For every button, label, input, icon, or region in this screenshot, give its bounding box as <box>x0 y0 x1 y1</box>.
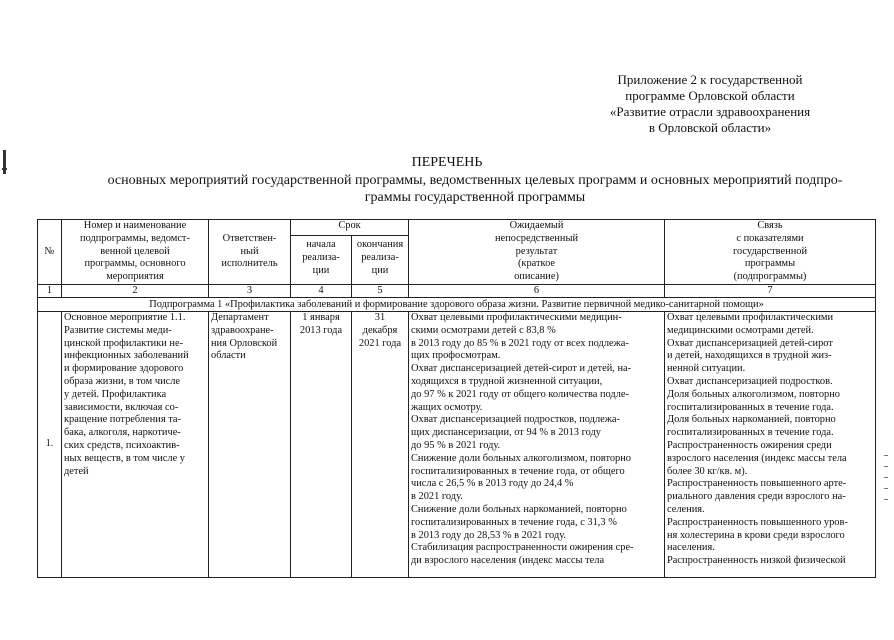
document-subtitle <box>80 172 870 206</box>
appendix-line: программе Орловской области <box>625 88 795 103</box>
header-line: исполнитель <box>221 258 278 270</box>
text-line: цинской профилактики не- <box>64 337 184 349</box>
text-line: Стабилизация распространенности ожирения сре- <box>411 542 634 554</box>
row-executor <box>209 311 291 577</box>
text-line: 2021 года <box>358 337 402 349</box>
text-line: детей <box>64 465 89 477</box>
header-line: подпрограммы, ведомст- <box>80 232 190 244</box>
header-line: реализа- <box>361 251 399 263</box>
header-line: с показателями <box>736 232 804 244</box>
text-line: госпитализированных в течение года, от общего <box>411 465 625 477</box>
text-line: здравоохране- <box>211 324 274 336</box>
document-title: ПЕРЕЧЕНЬ <box>411 155 483 170</box>
text-line: Распространенность ожирения среди <box>667 439 832 451</box>
column-number: 7 <box>665 284 876 297</box>
text-line: щих профосмотрам. <box>411 350 501 362</box>
text-line: области <box>211 350 246 362</box>
text-line: риального давления среди взрослого на- <box>667 491 846 503</box>
text-line: Доля больных алкоголизмом, повторно <box>667 388 840 400</box>
text-line: Основное мероприятие 1.1. <box>64 311 186 323</box>
text-line: в 2013 году до 28,53 % в 2021 году. <box>411 529 566 541</box>
text-line: Департамент <box>211 311 269 323</box>
header-line: непосредственный <box>494 232 579 244</box>
text-line: более 30 кг/кв. м). <box>667 465 748 477</box>
text-line: бака, алкоголя, наркотиче- <box>64 427 181 439</box>
header-link <box>665 220 876 285</box>
header-line: программы, основного <box>84 258 186 270</box>
header-line: венной целевой <box>100 245 170 257</box>
table-row <box>38 311 876 577</box>
subtitle-line: основных мероприятий государственной программы, ведомственных целевых программ и основных мероприятий подпро- <box>107 173 843 188</box>
text-line: Развитие системы меди- <box>64 324 172 336</box>
header-line: начала <box>306 238 336 250</box>
header-line: ции <box>371 264 389 276</box>
text-line: и формирование здорового <box>64 363 184 375</box>
header-line: Ответствен- <box>222 232 277 244</box>
row-measure-name <box>62 311 209 577</box>
text-line: 2013 года <box>299 324 343 336</box>
header-line: мероприятия <box>106 271 164 283</box>
text-line: ных веществ, в том числе у <box>64 452 185 464</box>
column-number-row <box>38 284 876 297</box>
appendix-line: в Орловской области» <box>648 120 772 135</box>
text-line: щих диспансеризации, от 94 % в 2013 году <box>411 427 601 439</box>
header-start <box>291 235 352 284</box>
text-line: Охват диспансеризацией подростков. <box>667 375 833 387</box>
text-line: ния Орловской <box>211 337 278 349</box>
row-start-date <box>291 311 352 577</box>
header-line: (подпрограммы) <box>733 271 807 283</box>
text-line: 31 <box>374 311 386 323</box>
text-line: 1 января <box>302 311 340 323</box>
text-line: ненной ситуации. <box>667 363 746 375</box>
scan-specks <box>884 455 890 510</box>
text-line: селения. <box>667 503 705 515</box>
text-line: жащих осмотру. <box>411 401 483 413</box>
text-line: в 2021 году. <box>411 491 463 503</box>
text-line: до 95 % в 2021 году. <box>411 439 501 451</box>
header-result <box>409 220 665 285</box>
subprogram-row <box>38 297 876 311</box>
header-term: Срок <box>291 220 409 236</box>
text-line: зависимости, включая со- <box>64 401 179 413</box>
column-number: 5 <box>352 284 409 297</box>
header-executor <box>209 220 291 285</box>
text-line: Охват целевыми профилактическими <box>667 311 834 323</box>
row-end-date <box>352 311 409 577</box>
text-line: ских средств, психоактив- <box>64 439 180 451</box>
text-line: образа жизни, в том числе <box>64 375 181 387</box>
header-line: описание) <box>514 271 559 283</box>
header-line: результат <box>515 245 558 257</box>
subprogram-title: Подпрограмма 1 «Профилактика заболеваний и формирование здорового образа жизни. Развитие первичной медико-санитарной помощи» <box>38 297 876 311</box>
header-line: (краткое <box>517 258 556 270</box>
text-line: скими осмотрами детей с 83,8 % <box>411 324 556 336</box>
text-line: госпитализированных в течение года. <box>667 401 834 413</box>
text-line: медицинскими осмотрами детей. <box>667 324 814 336</box>
header-line: государственной <box>732 245 808 257</box>
text-line: Доля больных наркоманией, повторно <box>667 414 836 426</box>
subtitle-line: граммы государственной программы <box>364 190 586 205</box>
header-line: ции <box>312 264 330 276</box>
header-line: Номер и наименование <box>83 220 187 231</box>
header-num: № <box>38 220 62 285</box>
header-row <box>38 220 876 236</box>
header-line: программы <box>744 258 796 270</box>
text-line: в 2013 году до 85 % в 2021 году от всех подлежа- <box>411 337 629 349</box>
appendix-note <box>580 72 840 136</box>
text-line: до 97 % к 2021 году от общего количества подле- <box>411 388 629 400</box>
appendix-line: Приложение 2 к государственной <box>617 72 803 87</box>
header-end <box>352 235 409 284</box>
text-line: Охват диспансеризацией детей-сирот и детей, на- <box>411 363 632 375</box>
column-number: 4 <box>291 284 352 297</box>
column-number: 3 <box>209 284 291 297</box>
header-line: ный <box>240 245 259 257</box>
header-line: окончания <box>356 238 404 250</box>
row-program-link <box>665 311 876 577</box>
text-line: ди взрослого населения (индекс массы тела <box>411 555 605 567</box>
text-line: у детей. Профилактика <box>64 388 167 400</box>
text-line: Снижение доли больных алкоголизмом, повторно <box>411 452 631 464</box>
text-line: и детей, находящихся в трудной жиз- <box>667 350 832 362</box>
text-line: числа с 26,5 % в 2013 году до 24,4 % <box>411 478 574 490</box>
column-number: 6 <box>409 284 665 297</box>
header-line: реализа- <box>302 251 340 263</box>
text-line: Распространенность повышенного уров- <box>667 516 848 528</box>
text-line: Распространенность низкой физической <box>667 555 846 567</box>
text-line: ходящихся в трудной жизненной ситуации, <box>411 375 603 387</box>
header-name <box>62 220 209 285</box>
text-line: кращение потребления та- <box>64 414 181 426</box>
text-line: инфекционных заболеваний <box>64 350 189 362</box>
text-line: госпитализированных в течение года, с 31,3 % <box>411 516 617 528</box>
text-line: Распространенность повышенного арте- <box>667 478 847 490</box>
text-line: Охват диспансеризацией детей-сирот <box>667 337 833 349</box>
row-number: 1. <box>38 311 62 577</box>
measures-table <box>37 219 876 578</box>
text-line: ня холестерина в крови среди взрослого <box>667 529 845 541</box>
header-line: Связь <box>757 220 783 231</box>
row-expected-result <box>409 311 665 577</box>
text-line: взрослого населения (индекс массы тела <box>667 452 847 464</box>
text-line: Охват диспансеризацией подростков, подлежа- <box>411 414 621 426</box>
text-line: госпитализированных в течение года. <box>667 427 834 439</box>
text-line: Охват целевыми профилактическими медицин- <box>411 311 622 323</box>
text-line: Снижение доли больных наркоманией, повторно <box>411 503 627 515</box>
text-line: населения. <box>667 542 715 554</box>
header-line: Ожидаемый <box>509 220 564 231</box>
column-number: 1 <box>38 284 62 297</box>
column-number: 2 <box>62 284 209 297</box>
appendix-line: «Развитие отрасли здравоохранения <box>609 104 811 119</box>
text-line: декабря <box>362 324 398 336</box>
